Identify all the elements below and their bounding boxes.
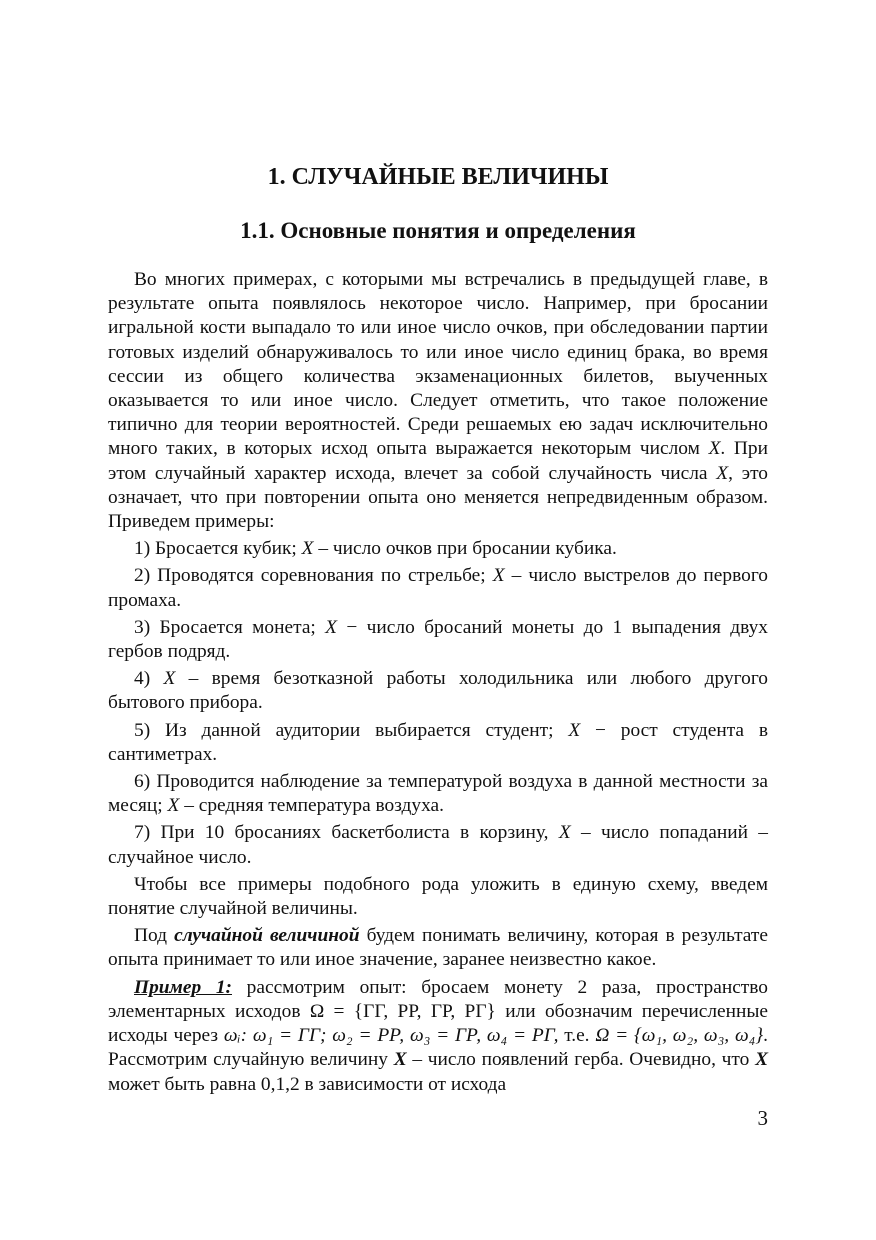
definition-paragraph: Под случайной величиной будем понимать величину, которая в результате опыта принимает то или иное значение, заранее неизвестно какое. <box>108 925 768 971</box>
example-item-1: 1) Бросается кубик; X – число очков при бросании кубика. <box>134 538 617 560</box>
example-1-paragraph: Пример 1: рассмотрим опыт: бросаем монету 2 раза, пространство элементарных исходов Ω = {ГГ, РР, ГР, РГ} или обозначим перечисленные исходы через ωᵢ: ω₁ = ГГ; ω₂ = РР, ω₃ = ГР, ω₄ = РГ, т.е. Ω = {ω₁, ω₂, ω₃, ω₄}. Рассмотрим случайную величину X – число появлений герба. Очевидно, что X может быть равна 0,1,2 в зависимости от исхода <box>108 976 769 1095</box>
example-item-3: 3) Бросается монета; X − число бросаний монеты до 1 выпадения двух гербов подряд. <box>108 616 768 663</box>
defined-term: случайной величиной <box>174 925 360 947</box>
body-text <box>108 268 768 1097</box>
example-item-7: 7) При 10 бросаниях баскетболиста в корзину, X – число попаданий – случайное число. <box>108 822 768 868</box>
formula-omega-defs: ωᵢ: ω₁ = ГГ; ω₂ = РР, ω₃ = ГР, ω₄ = РГ, <box>223 1025 559 1047</box>
unify-paragraph: Чтобы все примеры подобного рода уложить в единую схему, введем понятие случайной величины. <box>108 873 768 920</box>
example-label: Пример 1: <box>134 976 232 998</box>
example-item-2: 2) Проводятся соревнования по стрельбе; X – число выстрелов до первого промаха. <box>108 565 768 611</box>
example-item-4: 4) X – время безотказной работы холодильника или любого другого бытового прибора. <box>108 668 768 714</box>
formula-omega-set-2: Ω = {ω₁, ω₂, ω₃, ω₄} <box>595 1025 764 1047</box>
page-number: 3 <box>757 1106 768 1130</box>
intro-paragraph: Во многих примерах, с которыми мы встречались в предыдущей главе, в результате опыта появлялось некоторое число. Например, при бросании игральной кости выпадало то или иное число очков, при обследовании партии готовых изделий обнаруживалось то или иное число единиц брака, во время сессии из общего количества экзаменационных билетов, выученных оказывается то или иное число. Следует отметить, что такое положение типично для теории вероятностей. Среди решаемых ею задач исключительно много таких, в которых исход опыта выражается некоторым числом X. При этом случайный характер исхода, влечет за собой случайность числа X, это означает, что при повторении опыта оно меняется непредвиденным образом. Приведем примеры: <box>108 269 768 533</box>
example-item-5: 5) Из данной аудитории выбирается студент; X − рост студента в сантиметрах. <box>108 719 769 765</box>
formula-omega-set: Ω = {ГГ, РР, ГР, РГ} <box>309 1000 496 1022</box>
chapter-title: 1. СЛУЧАЙНЫЕ ВЕЛИЧИНЫ <box>267 164 609 190</box>
section-title: 1.1. Основные понятия и определения <box>240 218 636 243</box>
example-item-6: 6) Проводится наблюдение за температурой воздуха в данной местности за месяц; X – средняя температура воздуха. <box>108 771 768 817</box>
